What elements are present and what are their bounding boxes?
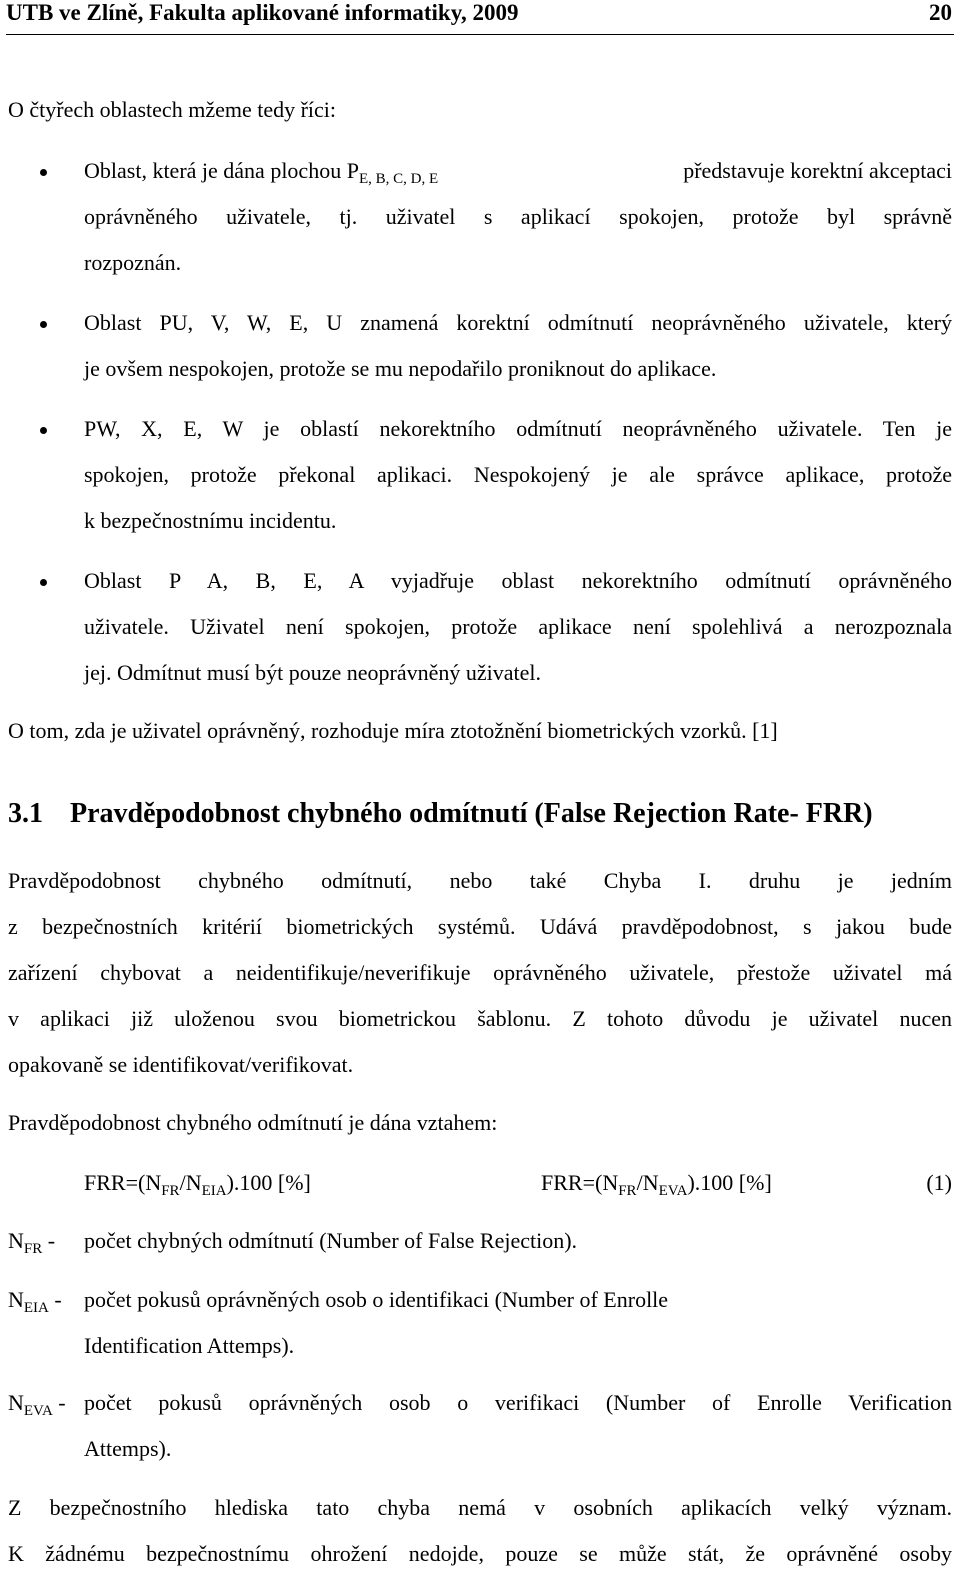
definition-neia: $N_{EIA}$ - počet pokusů oprávněných osob o identifikaci (Number of Enrolle Identification Attemps).	[8, 1287, 669, 1358]
page-number: 20	[929, 0, 952, 25]
bullet-icon	[40, 579, 47, 586]
formula-frr-eva: $FRR=(N_{FR}/N_{EVA}).100$ [%]	[541, 1170, 772, 1199]
list-item: Oblast P A, B, E, A vyjadřuje oblast nekorektního odmítnutí oprávněného uživatele. Uživatel není spokojen, protože aplikace není spolehlivá a nerozpoznala jej. Odmítnut musí být pouze neoprávněný uživatel.	[0, 558, 952, 696]
definition-nfr: $N_{FR}$ - počet chybných odmítnutí (Number of False Rejection).	[8, 1228, 578, 1257]
summary-text: O tom, zda je uživatel oprávněný, rozhoduje míra ztotožnění biometrických vzorků. [1]	[8, 718, 778, 743]
list-item: PW, X, E, W je oblastí nekorektního odmítnutí neoprávněného uživatele. Ten je spokojen, protože překonal aplikaci. Nespokojený je ale správce aplikace, protože k bezpečnostnímu incidentu.	[0, 406, 952, 544]
intro-text: O čtyřech oblastech mžeme tedy říci:	[8, 97, 337, 122]
paragraph: Pravděpodobnost chybného odmítnutí, nebo také Chyba I. druhu je jedním z bezpečnostních kritérií biometrických systémů. Udává pravděpodobnost, s jakou bude zařízení chybovat a neidentifikuje/neverifikuje oprávněného uživatele, přestože uživatel má v aplikaci již uloženou svou biometrickou šablonu. Z tohoto důvodu je uživatel nucen opakovaně se identifikovat/verifikovat.	[8, 868, 952, 1077]
list-item: Oblast, která je dána plochou $P_{E, B, C, D, E}$ představuje korektní akceptaci oprávněného uživatele, tj. uživatel s aplikací spokojen, protože byl správně rozpoznán.	[0, 148, 952, 286]
definition-neva: $N_{EVA}$ - počet pokusů oprávněných osob o verifikaci (Number of Enrolle Verification Attemps).	[8, 1390, 952, 1461]
header-title: UTB ve Zlíně, Fakulta aplikované informatiky, 2009	[6, 0, 519, 25]
bullet-icon	[40, 427, 47, 434]
formula-intro: Pravděpodobnost chybného odmítnutí je dána vztahem:	[8, 1110, 498, 1135]
section-number: 3.1	[8, 798, 43, 829]
closing-paragraph: Z bezpečnostního hlediska tato chyba nemá v osobních aplikacích velký význam. K žádnému bezpečnostnímu ohrožení nedojde, pouze se může stát, že oprávněné osoby	[8, 1495, 952, 1566]
list-item: Oblast PU, V, W, E, U znamená korektní odmítnutí neoprávněného uživatele, který je ovšem nespokojen, protože se mu nepodařilo proniknout do aplikace.	[0, 300, 952, 392]
subscript: E, B, C, D, E	[358, 171, 439, 187]
bullet-icon	[40, 169, 47, 176]
section-title: Pravděpodobnost chybného odmítnutí (False Rejection Rate- FRR)	[70, 798, 873, 829]
section-heading	[8, 798, 952, 830]
formula-frr-eia: $FRR=(N_{FR}/N_{EIA}).100$ [%]	[84, 1170, 311, 1199]
equation-number: (1)	[926, 1170, 952, 1195]
bullet-icon	[40, 321, 47, 328]
page-header	[6, 0, 954, 35]
